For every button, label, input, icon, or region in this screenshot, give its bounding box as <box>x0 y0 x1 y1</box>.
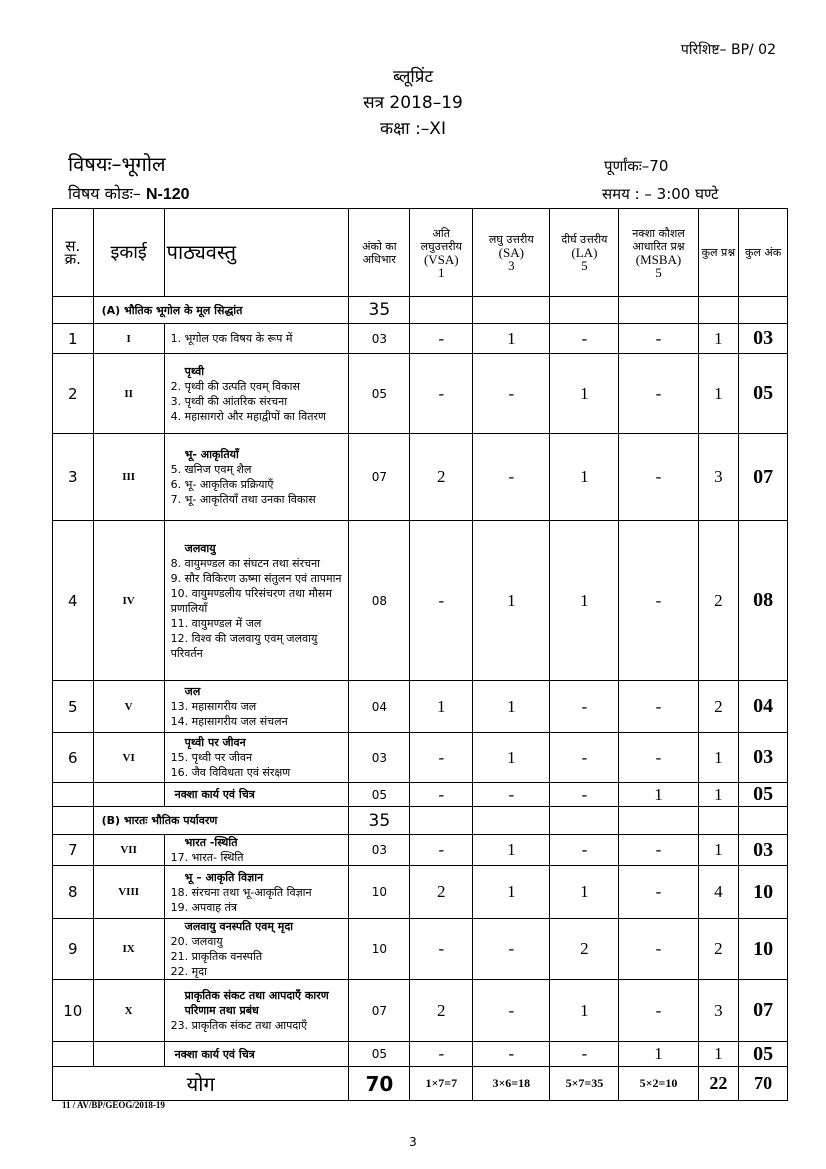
la-count: - <box>550 733 619 783</box>
total-weightage: 70 <box>349 1067 410 1101</box>
la-count: 1 <box>550 866 619 919</box>
class-label: कक्षा :–XI <box>380 119 446 139</box>
content-cell <box>164 835 349 866</box>
la-count: 1 <box>550 521 619 681</box>
session: सत्र 2018–19 <box>363 93 463 113</box>
la-count: 1 <box>550 354 619 434</box>
serial-number: 9 <box>53 919 94 980</box>
table-row <box>53 733 788 783</box>
vsa-count: - <box>410 919 473 980</box>
serial-number: 4 <box>53 521 94 681</box>
la-count: - <box>550 1042 619 1067</box>
unit-number <box>93 783 164 807</box>
page-number: 3 <box>409 1135 417 1149</box>
total-questions: 2 <box>698 521 739 681</box>
doc-title: ब्लूप्रिंट <box>392 67 434 87</box>
total-marks: 05 <box>739 1042 788 1067</box>
content-topic: 14. महासागरीय जल संचलन <box>170 715 288 728</box>
la-label: दीर्घ उत्तरीय <box>561 233 608 246</box>
appendix-label: परिशिष्ट– BP/ 02 <box>680 42 776 58</box>
section-row <box>53 297 788 324</box>
vsa-count: 1 <box>410 681 473 733</box>
la-count: 1 <box>550 980 619 1042</box>
weightage: 03 <box>349 733 410 783</box>
vsa-count: - <box>410 1042 473 1067</box>
content-topic: 11. वायुमण्डल में जल <box>170 616 262 630</box>
content-topic: 13. महासागरीय जल <box>170 700 257 713</box>
content-topic: 6. भू- आकृतिक प्रक्रियाएँ <box>170 478 274 491</box>
vsa-count: - <box>410 521 473 681</box>
section-row <box>53 807 788 835</box>
empty-cell <box>550 807 619 835</box>
total-questions: 3 <box>698 434 739 521</box>
serial-number: 3 <box>53 434 94 521</box>
total-questions: 2 <box>698 919 739 980</box>
sa-count: 1 <box>473 866 550 919</box>
total-label: योग <box>53 1067 349 1101</box>
footer-code: 11 / AV/BP/GEOG/2018-19 <box>62 1100 165 1110</box>
empty-cell <box>698 807 739 835</box>
vsa-code: (VSA) <box>423 251 459 267</box>
sa-count: - <box>473 1042 550 1067</box>
unit-number: I <box>93 324 164 354</box>
sa-count: 1 <box>473 324 550 354</box>
section-title: (B) भारतः भौतिक पर्यावरण <box>93 807 349 835</box>
content-topic: 4. महासागरो और महाद्वीपों का वितरण <box>170 409 327 423</box>
sa-code: (SA) <box>498 245 524 260</box>
unit-number: VIII <box>93 866 164 919</box>
total-marks: 03 <box>739 835 788 866</box>
total-la: 5×7=35 <box>550 1067 619 1101</box>
table-row <box>53 354 788 434</box>
content-topic: 19. अपवाह तंत्र <box>170 900 237 914</box>
vsa-label: अति लघुउत्तरीय <box>420 226 462 253</box>
content-topic: 21. प्राकृतिक वनस्पति <box>170 950 263 963</box>
full-marks: पूर्णांकः–70 <box>604 157 669 175</box>
unit-number: VII <box>93 835 164 866</box>
section-marks: 35 <box>349 807 410 835</box>
table-row <box>53 866 788 919</box>
content-topic: 9. सौर विकिरण ऊष्मा संतुलन एवं तापमान <box>170 571 342 585</box>
serial-number: 7 <box>53 835 94 866</box>
sa-count: - <box>473 919 550 980</box>
msba-count: - <box>619 324 698 354</box>
content-heading: नक्शा कार्य एवं चित्र <box>174 1047 255 1061</box>
sa-count: - <box>473 434 550 521</box>
weightage: 10 <box>349 866 410 919</box>
total-marks: 05 <box>739 783 788 807</box>
total-marks: 05 <box>739 354 788 434</box>
content-cell <box>164 354 349 434</box>
vsa-count: 2 <box>410 434 473 521</box>
content-topic: 8. वायुमण्डल का संघटन तथा संरचना <box>170 556 321 570</box>
vsa-count: - <box>410 835 473 866</box>
col-vsa <box>410 209 473 297</box>
empty-cell <box>53 297 94 324</box>
msba-count: - <box>619 866 698 919</box>
grand-total-marks: 70 <box>739 1067 788 1101</box>
code-label: विषय कोडः– <box>68 184 141 203</box>
empty-cell <box>410 297 473 324</box>
weightage: 03 <box>349 324 410 354</box>
total-marks: 03 <box>739 733 788 783</box>
content-topic: 10. वायुमण्डलीय परिसंचरण तथा मौसम प्रणालियाँ <box>170 586 332 615</box>
msba-count: - <box>619 835 698 866</box>
content-heading: जलवायु <box>184 541 216 555</box>
table-row <box>53 1042 788 1067</box>
empty-cell <box>698 297 739 324</box>
content-cell <box>164 783 349 807</box>
unit-number: VI <box>93 733 164 783</box>
table-row <box>53 521 788 681</box>
weightage: 08 <box>349 521 410 681</box>
content-topic: 3. पृथ्वी की आंतरिक संरचना <box>170 394 288 408</box>
sa-count: - <box>473 783 550 807</box>
total-marks: 07 <box>739 434 788 521</box>
msba-label: नक्शा कौशल आधारित प्रश्न <box>632 226 685 253</box>
total-sa: 3×6=18 <box>473 1067 550 1101</box>
weightage: 07 <box>349 434 410 521</box>
content-cell <box>164 980 349 1042</box>
serial-number: 1 <box>53 324 94 354</box>
content-topic: 12. विश्व की जलवायु एवम् जलवायु परिवर्तन <box>170 631 318 660</box>
exam-time: समय : – 3:00 घण्टे <box>602 185 719 203</box>
sa-count: - <box>473 354 550 434</box>
content-cell <box>164 324 349 354</box>
total-questions: 1 <box>698 733 739 783</box>
empty-cell <box>739 297 788 324</box>
weightage: 04 <box>349 681 410 733</box>
content-topic: 2. पृथ्वी की उत्पति एवम् विकास <box>170 379 300 393</box>
sa-count: 1 <box>473 681 550 733</box>
empty-cell <box>550 297 619 324</box>
empty-cell <box>739 807 788 835</box>
total-questions: 1 <box>698 1042 739 1067</box>
content-heading: नक्शा कार्य एवं चित्र <box>174 788 255 801</box>
table-row <box>53 434 788 521</box>
la-count: - <box>550 783 619 807</box>
content-heading: भारत -स्थिति <box>184 836 238 849</box>
unit-number <box>93 1042 164 1067</box>
total-vsa: 1×7=7 <box>410 1067 473 1101</box>
content-topic: 17. भारत- स्थिति <box>170 851 244 864</box>
msba-count: - <box>619 919 698 980</box>
empty-cell <box>619 297 698 324</box>
unit-number: II <box>93 354 164 434</box>
table-row <box>53 835 788 866</box>
total-marks: 10 <box>739 866 788 919</box>
total-marks: 04 <box>739 681 788 733</box>
total-row <box>53 1067 788 1101</box>
msba-count: - <box>619 354 698 434</box>
la-count: - <box>550 681 619 733</box>
vsa-count: - <box>410 354 473 434</box>
content-cell <box>164 866 349 919</box>
vsa-count: 2 <box>410 980 473 1042</box>
vsa-count: 2 <box>410 866 473 919</box>
serial-number <box>53 1042 94 1067</box>
total-marks: 07 <box>739 980 788 1042</box>
unit-number: X <box>93 980 164 1042</box>
sa-count: 1 <box>473 521 550 681</box>
content-topic: 5. खनिज एवम् शैल <box>170 463 252 476</box>
total-marks: 08 <box>739 521 788 681</box>
sa-count: 1 <box>473 733 550 783</box>
total-questions: 1 <box>698 354 739 434</box>
la-count: 1 <box>550 434 619 521</box>
grand-total-questions: 22 <box>698 1067 739 1101</box>
msba-count: 1 <box>619 783 698 807</box>
unit-number: V <box>93 681 164 733</box>
msba-code: (MSBA) <box>635 251 682 267</box>
total-questions: 2 <box>698 681 739 733</box>
blueprint-table <box>52 208 788 1101</box>
weightage: 05 <box>349 1042 410 1067</box>
content-heading: पृथ्वी पर जीवन <box>184 736 246 749</box>
section-title: (A) भौतिक भूगोल के मूल सिद्धांत <box>93 297 349 324</box>
serial-number: 2 <box>53 354 94 434</box>
content-cell <box>164 434 349 521</box>
content-topic: 15. पृथ्वी पर जीवन <box>170 751 253 764</box>
total-questions: 1 <box>698 835 739 866</box>
col-sa <box>473 209 550 297</box>
col-unit: इकाई <box>93 209 164 297</box>
weightage: 10 <box>349 919 410 980</box>
content-topic: 23. प्राकृतिक संकट तथा आपदाएँ <box>170 1019 308 1032</box>
content-topic: 1. भूगोल एक विषय के रूप में <box>170 332 293 345</box>
msba-count: - <box>619 521 698 681</box>
weightage: 05 <box>349 354 410 434</box>
la-code: (LA) <box>571 245 598 260</box>
header-row <box>53 209 788 297</box>
weightage: 05 <box>349 783 410 807</box>
content-heading: प्राकृतिक संकट तथा आपदाएँ कारण परिणाम तथा प्रबंध <box>184 989 329 1017</box>
content-cell <box>164 733 349 783</box>
serial-number: 5 <box>53 681 94 733</box>
table-row <box>53 681 788 733</box>
content-heading: जलवायु वनस्पति एवम् मृदा <box>184 920 294 933</box>
weightage: 07 <box>349 980 410 1042</box>
title-block <box>0 64 826 142</box>
content-topic: 18. संरचना तथा भू-आकृति विज्ञान <box>170 885 312 899</box>
vsa-count: - <box>410 324 473 354</box>
sa-count: 1 <box>473 835 550 866</box>
msba-count: 1 <box>619 1042 698 1067</box>
la-count: 2 <box>550 919 619 980</box>
content-topic: 7. भू- आकृतियाँ तथा उनका विकास <box>170 493 316 506</box>
unit-number: III <box>93 434 164 521</box>
total-questions: 4 <box>698 866 739 919</box>
table-row <box>53 980 788 1042</box>
serial-number: 10 <box>53 980 94 1042</box>
sa-marks: 3 <box>508 258 515 273</box>
msba-count: - <box>619 980 698 1042</box>
msba-count: - <box>619 434 698 521</box>
col-marks: अंको का अधिभार <box>349 209 410 297</box>
weightage: 03 <box>349 835 410 866</box>
content-cell <box>164 681 349 733</box>
unit-number: IV <box>93 521 164 681</box>
content-heading: भू- आकृतियाँ <box>184 448 239 461</box>
content-heading: पृथ्वी <box>184 364 205 378</box>
la-count: - <box>550 324 619 354</box>
serial-number: 6 <box>53 733 94 783</box>
msba-count: - <box>619 681 698 733</box>
content-topic: 20. जलवायु <box>170 935 223 948</box>
total-questions: 3 <box>698 980 739 1042</box>
table-row <box>53 783 788 807</box>
col-la <box>550 209 619 297</box>
content-topic: 16. जैव विविधता एवं संरक्षण <box>170 766 291 779</box>
content-cell <box>164 1042 349 1067</box>
content-topic: 22. मृदा <box>170 965 207 978</box>
la-marks: 5 <box>581 258 588 273</box>
la-count: - <box>550 835 619 866</box>
total-msba: 5×2=10 <box>619 1067 698 1101</box>
section-marks: 35 <box>349 297 410 324</box>
serial-number <box>53 783 94 807</box>
empty-cell <box>473 297 550 324</box>
msba-marks: 5 <box>655 264 662 280</box>
unit-number: IX <box>93 919 164 980</box>
col-total-m: कुल अंक <box>739 209 788 297</box>
table-body <box>53 297 788 1101</box>
content-heading: भू – आकृति विज्ञान <box>184 870 264 884</box>
total-questions: 1 <box>698 324 739 354</box>
table-row <box>53 324 788 354</box>
total-marks: 10 <box>739 919 788 980</box>
total-marks: 03 <box>739 324 788 354</box>
content-heading: जल <box>184 685 201 698</box>
table-row <box>53 919 788 980</box>
col-content: पाठ्यवस्तु <box>164 209 349 297</box>
empty-cell <box>410 807 473 835</box>
subject-code: N-120 <box>145 186 190 203</box>
col-msba <box>619 209 698 297</box>
vsa-count: - <box>410 783 473 807</box>
sa-count: - <box>473 980 550 1042</box>
content-cell <box>164 919 349 980</box>
subject: विषयः–भूगोल <box>68 152 166 176</box>
msba-count: - <box>619 733 698 783</box>
col-total-q: कुल प्रश्न <box>698 209 739 297</box>
col-sn: स. क्र. <box>53 209 94 297</box>
sa-label: लघु उत्तरीय <box>488 233 534 246</box>
empty-cell <box>53 807 94 835</box>
content-cell <box>164 521 349 681</box>
vsa-marks: 1 <box>438 264 445 280</box>
vsa-count: - <box>410 733 473 783</box>
empty-cell <box>473 807 550 835</box>
total-questions: 1 <box>698 783 739 807</box>
empty-cell <box>619 807 698 835</box>
serial-number: 8 <box>53 866 94 919</box>
